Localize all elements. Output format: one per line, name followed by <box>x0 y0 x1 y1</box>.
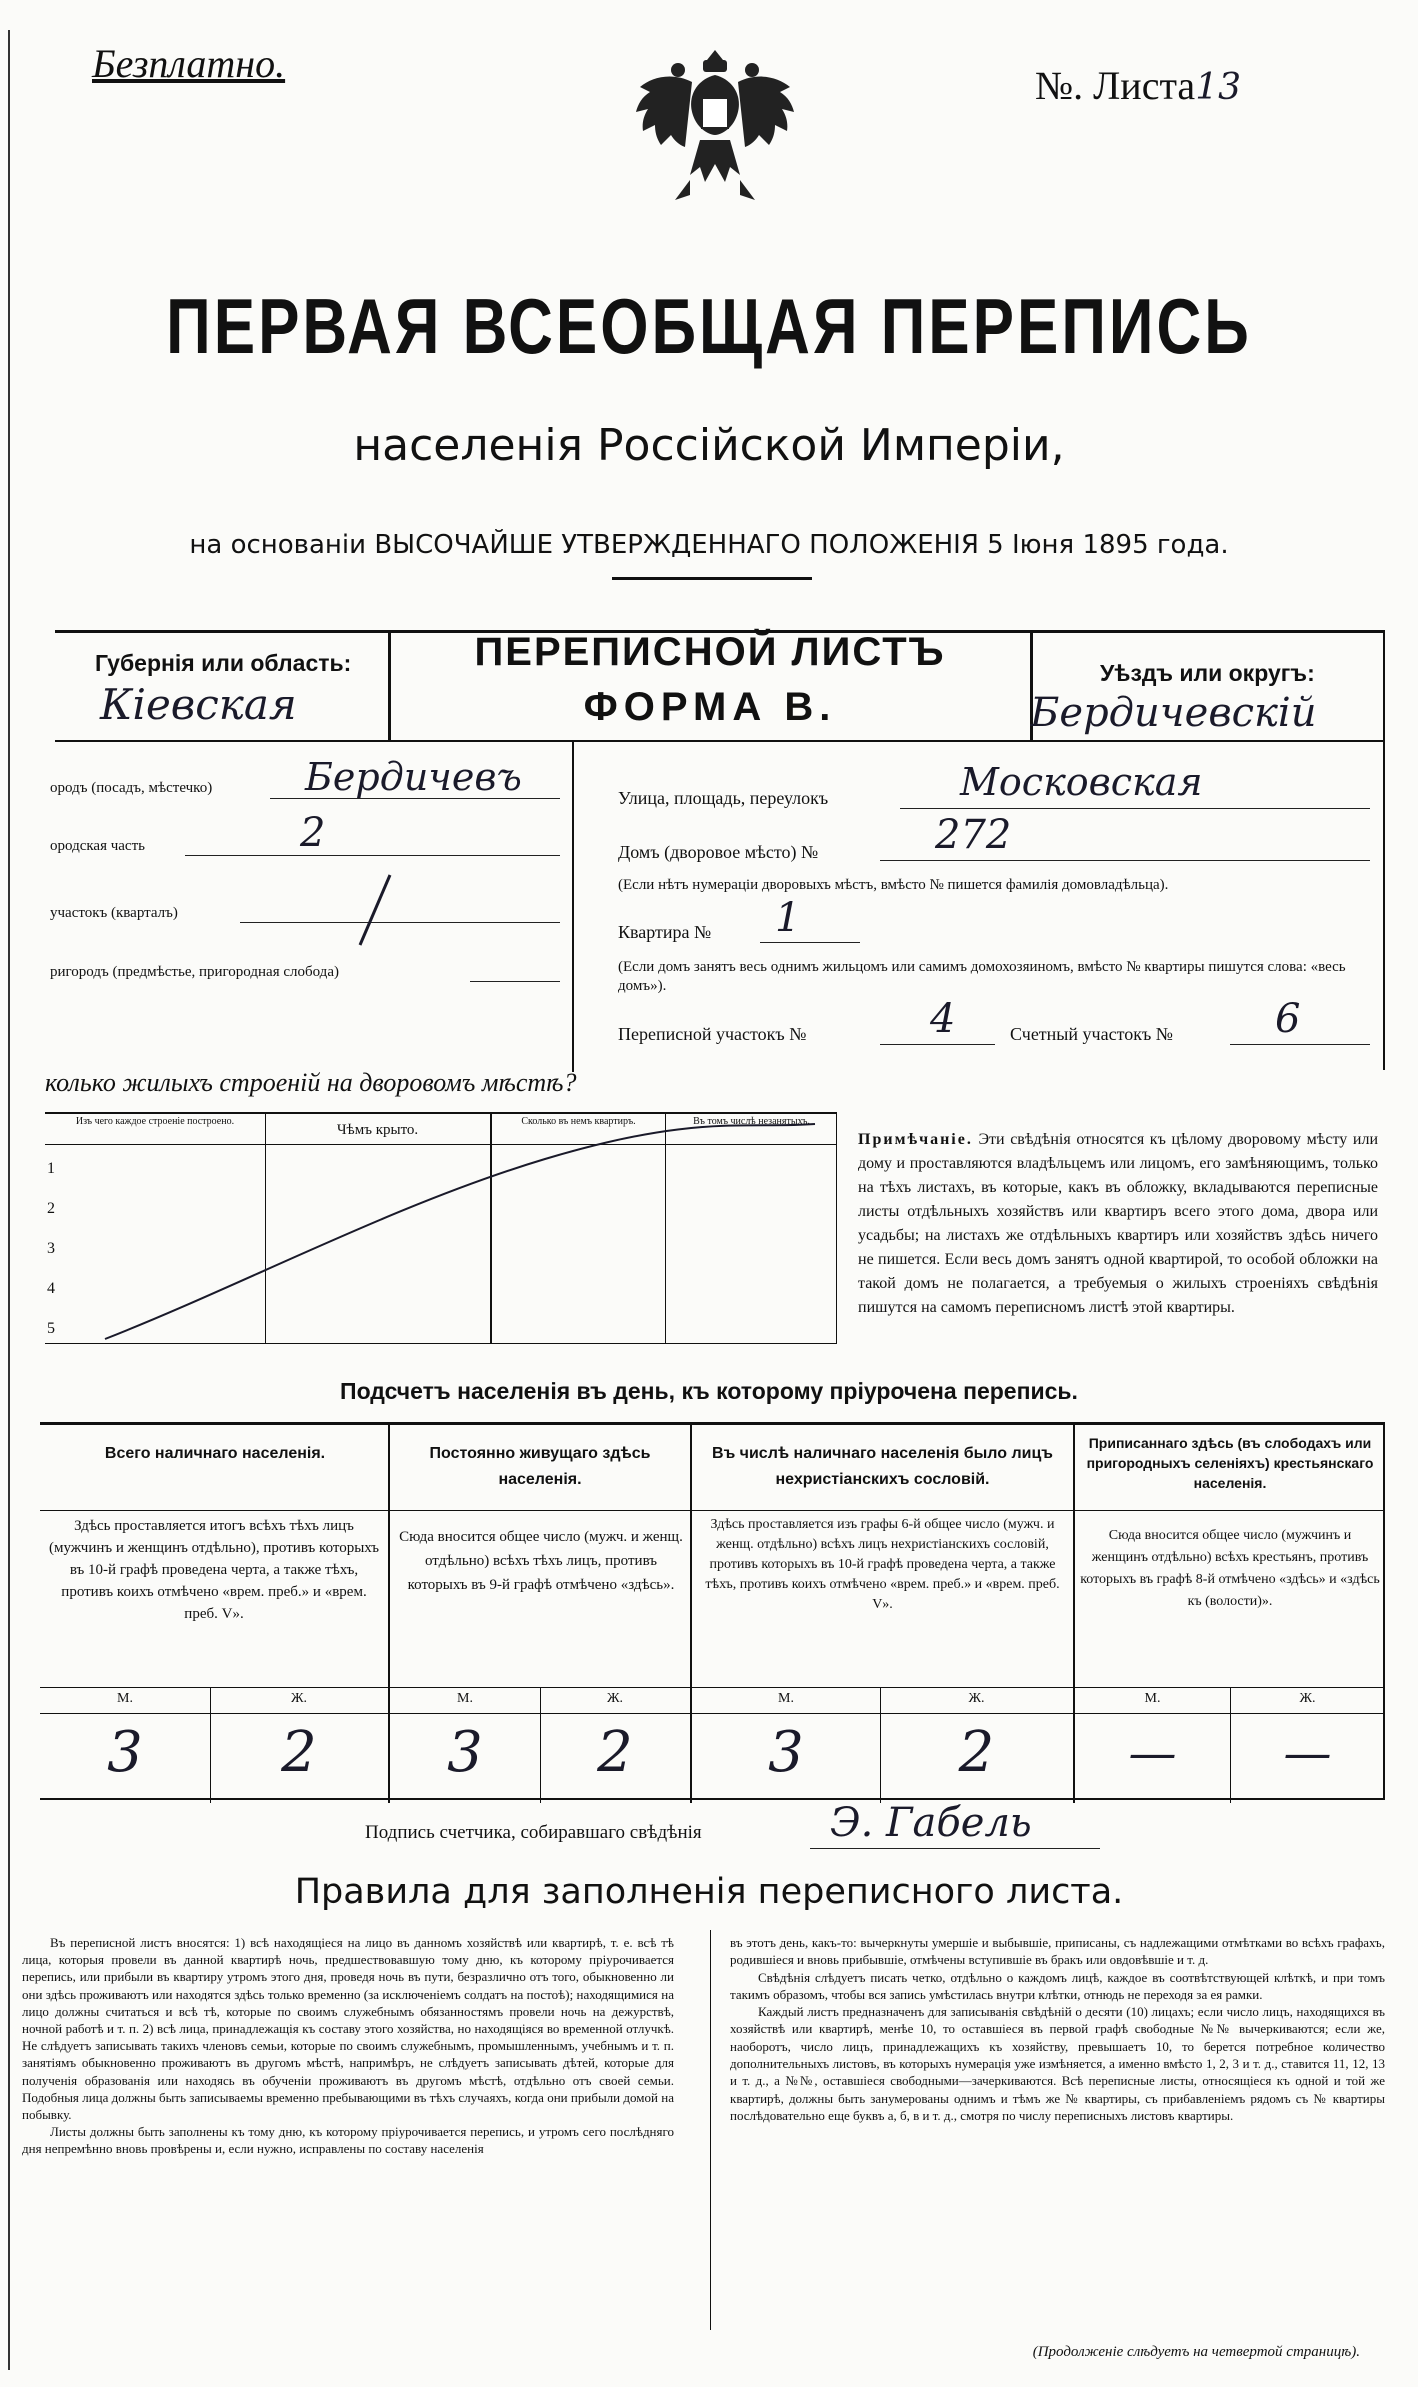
buildings-note <box>858 1128 1378 1320</box>
buildings-cross-out-line <box>45 1114 837 1346</box>
census-area-value: 4 <box>930 996 956 1042</box>
population-col-desc: Сюда вносится общее число (мужч. и женщ. отдѣльно) всѣхъ тѣхъ лицъ, противъ которыхъ въ 9-й графѣ отмѣчено «здѣсь». <box>399 1529 683 1593</box>
female-count: 2 <box>958 1720 995 1785</box>
rules-paragraph: Свѣдѣнія слѣдуетъ писать четко, отдѣльно о каждомъ лицѣ, каждое въ соотвѣтствующей клѣткѣ, и при томъ такимъ образомъ, чтобы вся запись умѣстилась внутри клѣтки, отнюдь не переходя за ея рамки. <box>730 1969 1385 2002</box>
uezd-label: Уѣздъ или округъ: <box>1100 660 1315 686</box>
street-value: Московская <box>960 760 1203 804</box>
sheet-number <box>1035 62 1355 109</box>
buildings-row: 1 <box>47 1160 55 1177</box>
male-label: М. <box>117 1691 133 1706</box>
buildings-note-title: Примѣчаніе. <box>858 1131 973 1148</box>
count-area-label: Счетный участокъ № <box>1010 1024 1173 1044</box>
sheet-number-value: 13 <box>1195 67 1241 108</box>
population-col-title: Въ числѣ наличнаго населенія было лицъ нехристіанскихъ сословій. <box>712 1445 1053 1488</box>
house-value: 272 <box>935 812 1012 858</box>
rules-continued-note: (Продолженіе слѣдуетъ на четвертой страницѣ). <box>1032 2344 1360 2360</box>
gubernia-label: Губернія или область: <box>95 650 352 676</box>
uezd-value: Бердичевскій <box>1030 690 1317 736</box>
buildings-row: 4 <box>47 1280 55 1297</box>
female-label: Ж. <box>968 1691 985 1706</box>
census-subtitle: населенія Россійской Имперіи, <box>353 420 1065 471</box>
male-count: 3 <box>107 1720 143 1785</box>
double-headed-eagle-emblem <box>630 40 800 215</box>
district-label: участокъ (кварталъ) <box>50 905 178 921</box>
census-title: ПЕРВАЯ ВСЕОБЩАЯ ПЕРЕПИСЬ <box>166 284 1252 371</box>
female-label: Ж. <box>606 1691 624 1706</box>
population-col-title: Всего наличнаго населенія. <box>104 1445 326 1462</box>
rules-right-column <box>730 1934 1385 2124</box>
buildings-row: 2 <box>47 1200 55 1217</box>
house-label: Домъ (дворовое мѣсто) № <box>618 842 819 862</box>
sheet-number-label: №. Листа <box>1035 63 1196 108</box>
flat-note: (Если домъ занятъ весь однимъ жильцомъ или самимъ домохозяиномъ, вмѣсто № квартиры пишутся слова: «весь домъ»). <box>618 959 1346 994</box>
census-basis: на основаніи ВЫСОЧАЙШЕ УТВЕРЖДЕННАГО ПОЛОЖЕНІЯ 5 Іюня 1895 года. <box>189 530 1229 560</box>
population-col-desc: Здѣсь проставляется изъ графы 6-й общее число (мужч. и женщ. отдѣльно) всѣхъ лицъ нехристіанскихъ сословій, противъ которыхъ въ 10-й графѣ проведена черта, а также тѣхъ, противъ коихъ отмѣчено «врем. преб.» и «врем. преб. V». <box>705 1517 1060 1612</box>
house-note: (Если нѣтъ нумераціи дворовыхъ мѣстъ, вмѣсто № пишется фамилія домовладѣльца). <box>618 877 1169 893</box>
buildings-header-material: Изъ чего каждое строеніе построено. <box>75 1116 235 1127</box>
rules-paragraph: въ этотъ день, какъ-то: вычеркнуты умершіе и выбывшіе, приписаны, съ надлежащими отмѣтками во всѣхъ графахъ, родившіеся и вновь прибывшіе, отмѣчены вступившіе въ бракъ или овдовѣвшіе и т. д. <box>730 1935 1385 1968</box>
suburb-label: ригородъ (предмѣстье, пригородная слобода) <box>50 964 339 980</box>
buildings-header-flats: Сколько въ немъ квартиръ. <box>521 1116 636 1127</box>
population-col-desc: Сюда вносится общее число (мужчинъ и женщинъ отдѣльно) всѣхъ крестьянъ, противъ которыхъ въ графѣ 8-й отмѣчено «здѣсь» и «здѣсь къ (волости)». <box>1080 1528 1380 1609</box>
signature-value: Э. Габель <box>830 1800 1032 1846</box>
buildings-header-roof: Чѣмъ крыто. <box>336 1122 419 1138</box>
buildings-question: колько жилыхъ строеній на дворовомъ мѣстѣ? <box>45 1068 577 1097</box>
population-col-title: Постоянно живущаго здѣсь населенія. <box>429 1445 651 1488</box>
population-title: Подсчетъ населенія въ день, къ которому пріурочена перепись. <box>340 1378 1078 1404</box>
male-label: М. <box>1144 1691 1161 1706</box>
buildings-row: 3 <box>47 1240 55 1257</box>
male-count: — <box>1128 1725 1177 1781</box>
buildings-row: 5 <box>47 1320 55 1337</box>
population-col-title: Приписаннаго здѣсь (въ слободахъ или пригородныхъ селеніяхъ) крестьянскаго населенія. <box>1086 1435 1374 1491</box>
gubernia-value: Кіевская <box>100 680 297 729</box>
city-label: ородъ (посадъ, мѣстечко) <box>50 780 213 796</box>
rules-paragraph: Листы должны быть заполнены къ тому дню, къ которому пріурочивается перепись, и утромъ сего послѣдняго дня непремѣнно вновь провѣрены и, если нужно, исправлены по составу населенія <box>22 2124 674 2157</box>
male-count: 3 <box>768 1720 804 1785</box>
buildings-header-vacant: Въ томъ числѣ незанятыхъ. <box>693 1116 810 1127</box>
census-area-label: Переписной участокъ № <box>618 1024 807 1044</box>
female-label: Ж. <box>1299 1691 1316 1706</box>
free-label: Безплатно. <box>92 41 286 86</box>
female-count: 2 <box>597 1720 633 1785</box>
rules-title: Правила для заполненія переписного листа. <box>294 1872 1124 1912</box>
female-label: Ж. <box>290 1691 308 1706</box>
male-label: М. <box>778 1691 794 1706</box>
male-label: М. <box>457 1691 473 1706</box>
district-dash-mark <box>330 870 410 950</box>
rules-left-column <box>22 1934 674 2158</box>
flat-label: Квартира № <box>618 922 712 942</box>
form-name: ФОРМА В. <box>583 685 837 729</box>
female-count: — <box>1283 1725 1332 1781</box>
population-col-desc: Здѣсь проставляется итогъ всѣхъ тѣхъ лицъ (мужчинъ и женщинъ отдѣльно), противъ которыхъ въ 10-й графѣ проведена черта, а также тѣхъ, противъ коихъ отмѣчено «врем. преб.» и «врем. преб. V». <box>49 1518 379 1622</box>
buildings-table <box>45 1112 837 1344</box>
rules-paragraph: Въ переписной листъ вносятся: 1) всѣ находящіеся на лицо въ данномъ хозяйствѣ или квартирѣ, т. е. всѣ тѣ лица, которыя провели въ данной квартирѣ ночь, предшествовавшую тому дню, къ которому пріурочивается перепись, или прибыли въ квартиру утромъ этого дня, проведя ночь въ пути, безразлично отъ того, обыкновенно ли они здѣсь проживаютъ или находятся здѣсь только временно (за исключеніемъ солдатъ на постоѣ); находящимися на лицо должны считаться и всѣ тѣ, которые по своимъ служебнымъ обязанностямъ провели ночь на дежурствѣ, ночной работѣ и т. п. 2) всѣ лица, принадлежащія къ составу этого хозяйства, но находящіяся во временной отлучкѣ. Не слѣдуетъ записывать такихъ членовъ семьи, которые по своимъ служебнымъ, промышленнымъ, учебнымъ и т. п. занятіямъ обыкновенно проживаютъ въ другомъ мѣстѣ, напримѣръ, не слѣдуетъ записывать дѣтей, которые для полученія образованія или находясь въ обученіи проживаютъ въ другомъ мѣстѣ, отдѣльно отъ своей семьи. Подобныя лица должны быть записываемы временно пребывающими въ тѣхъ случаяхъ, когда они прибыли домой на побывку. <box>22 1935 674 2123</box>
female-count: 2 <box>281 1720 317 1785</box>
buildings-note-text: Эти свѣдѣнія относятся къ цѣлому дворовому мѣсту или дому и проставляются владѣльцемъ или лицомъ, его замѣняющимъ, только на тѣхъ листахъ, въ которые, какъ въ обложку, вкладываются переписные листы отдѣльныхъ хозяйствъ или квартиръ всего этого дома, двора или усадьбы; на листахъ же отдѣльныхъ квартиръ или хозяйствъ здѣсь ничего не пишется. Если весь домъ занятъ одной квартирой, то особой обложки на такой домъ не полагается, а требуемыя о жилыхъ строеніяхъ свѣдѣнія пишутся на самомъ переписномъ листѣ этой квартиры. <box>858 1131 1378 1316</box>
count-area-value: 6 <box>1275 996 1301 1042</box>
sheet-title: ПЕРЕПИСНОЙ ЛИСТЪ <box>474 630 946 674</box>
street-label: Улица, площадь, переулокъ <box>618 788 829 808</box>
rules-paragraph: Каждый листъ предназначенъ для записыванія свѣдѣній о десяти (10) лицахъ; если число лицъ, находящихся въ хозяйствѣ или квартирѣ, менѣе 10, то оставшіеся въ первой графѣ свободные №№ вычеркиваются; если же, наоборотъ, число лицъ, принадлежащихъ къ хозяйству, превышаетъ 10, то берется потребное количество дополнительныхъ листовъ, въ которыхъ нумерація уже измѣняется, а именно вмѣсто 1, 2, 3 и т. д., ставится 11, 12, 13 и т. д., а №№, оставшіеся свободными—зачеркиваются. Всѣ переписные листы, относящіеся къ одной и той же квартирѣ, должны быть занумерованы однимъ и тѣмъ же № квартиры, съ прибавленіемъ рядомъ съ № квартиры послѣдовательно еще буквъ а, б, в и т. д., смотря по числу переписныхъ листовъ квартиры. <box>730 2004 1385 2123</box>
city-value: Бердичевъ <box>305 755 522 799</box>
city-part-value: 2 <box>300 810 326 856</box>
city-part-label: ородская часть <box>50 838 145 854</box>
population-table <box>40 1422 1385 1800</box>
signature-label: Подпись счетчика, собиравшаго свѣдѣнія <box>365 1822 702 1843</box>
flat-value: 1 <box>775 895 801 941</box>
male-count: 3 <box>447 1720 483 1785</box>
